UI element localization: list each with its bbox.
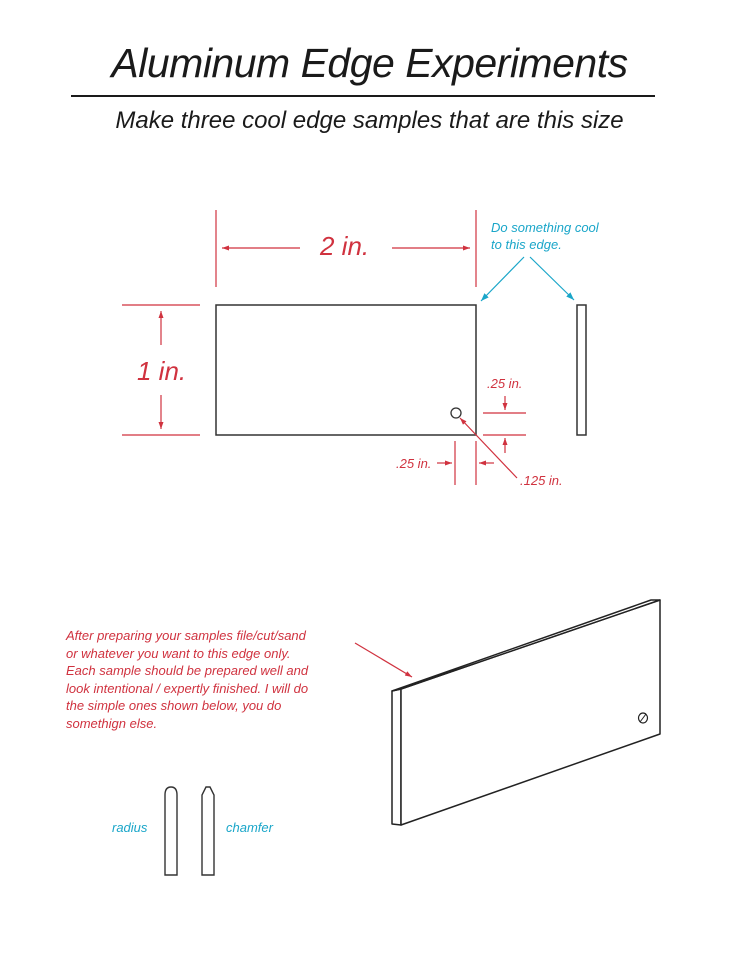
hole-offset-vertical-label: .25 in.	[487, 376, 523, 391]
hole-diameter-label: .125 in.	[520, 473, 563, 488]
edge-note: Do something cool to this edge.	[491, 220, 599, 252]
edge-profile-view	[577, 305, 586, 435]
instructions-text: After preparing your samples file/cut/sand or whatever you want to this edge only. Each sample should be prepared well and look intentional / expertly finished. I will do the simple ones shown below, you do somethign else.	[66, 628, 309, 731]
hole-offset-horizontal-label: .25 in.	[396, 456, 432, 471]
hole-icon	[451, 408, 461, 418]
sample-isometric-view	[392, 600, 660, 825]
chamfer-profile	[202, 787, 214, 875]
width-label: 2 in.	[320, 231, 370, 261]
height-label: 1 in.	[137, 356, 187, 386]
page-title: Aluminum Edge Experiments	[111, 40, 628, 86]
sample-top-view	[216, 305, 476, 435]
edge-callout-arrows	[481, 257, 574, 301]
hole-offset-dimensions	[437, 396, 526, 485]
radius-profile	[165, 787, 177, 875]
chamfer-label: chamfer	[226, 820, 273, 835]
radius-label: radius	[112, 820, 148, 835]
page-subtitle: Make three cool edge samples that are this size	[115, 107, 624, 134]
